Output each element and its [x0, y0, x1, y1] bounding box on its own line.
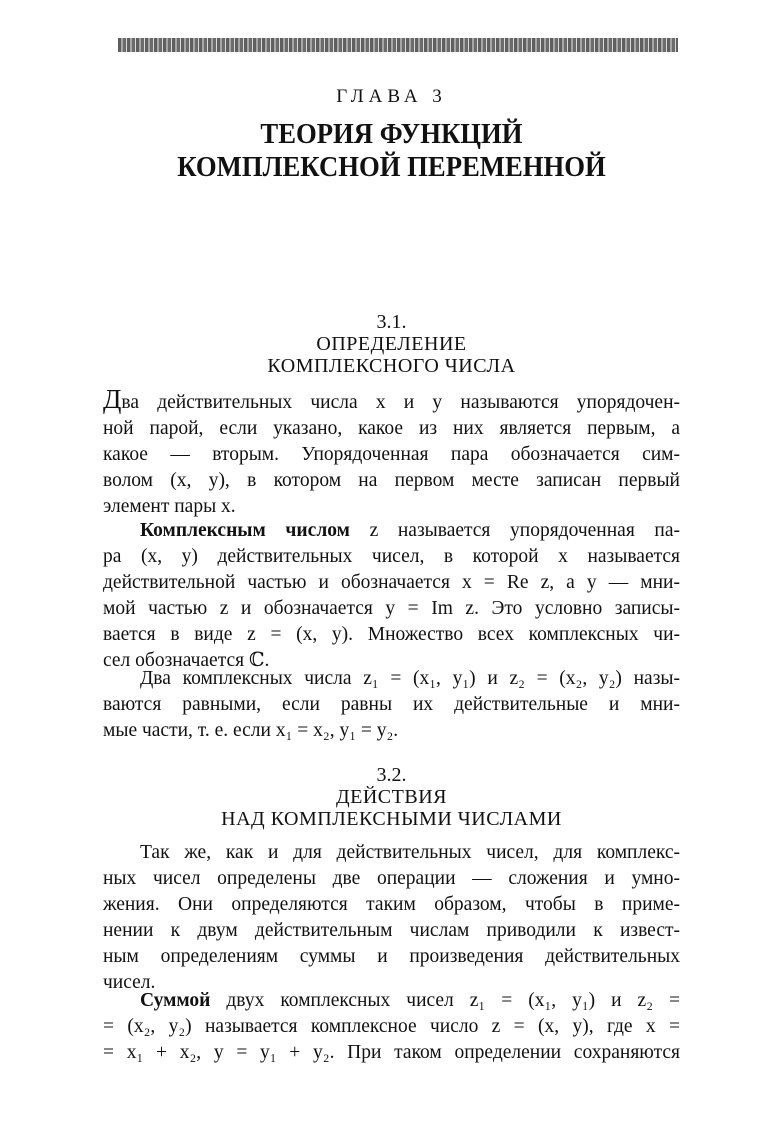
text-line: элемент пары x. — [103, 496, 236, 517]
text-line: z называется упорядоченная па- — [349, 520, 681, 541]
section-heading-3-1 — [0, 311, 783, 377]
term-sum: Суммой — [140, 990, 211, 1011]
text-line: мой частью z и обозначается y = Im z. Это условно записы- — [103, 598, 680, 619]
text-line: действительной частью и обозначается x = Re z, а y — мни- — [103, 572, 680, 593]
paragraph-complex-definition — [103, 518, 680, 674]
paragraph-operations — [103, 840, 680, 996]
paragraph-equality — [103, 666, 680, 744]
text-line: = x₁ + x₂, y = y₁ + y₂. При таком определении сохраняются — [103, 1042, 680, 1063]
section-title-line: ДЕЙСТВИЯ — [336, 786, 447, 808]
text-line: ра (x, y) действительных чисел, в которой x называется — [103, 546, 680, 567]
text-line: двух комплексных чисел z₁ = (x₁, y₁) и z₂ = — [210, 990, 680, 1011]
drop-cap: Д — [103, 384, 122, 414]
text-line: нении к двум действительным числам приводили к извест- — [103, 920, 680, 941]
text-line: вается в виде z = (x, y). Множество всех комплексных чи- — [103, 624, 680, 645]
text-line: сел обозначается ℂ. — [103, 650, 270, 671]
text-line: Так же, как и для действительных чисел, для комплекс- — [140, 842, 680, 863]
text-line: ным определениям суммы и произведения действительных — [103, 946, 680, 967]
text-line: ной парой, если указано, какое из них является первым, а — [103, 418, 680, 439]
term-complex-number: Комплексным числом — [140, 520, 350, 541]
section-title-line: НАД КОМПЛЕКСНЫМИ ЧИСЛАМИ — [221, 808, 562, 830]
chapter-label: ГЛАВА 3 — [336, 86, 447, 107]
scan-artifact-header — [118, 38, 678, 52]
chapter-title — [31, 118, 751, 184]
text-line: ных чисел определены две операции — сложения и умно- — [103, 868, 680, 889]
section-heading-3-2 — [0, 764, 783, 830]
text-line: = (x₂, y₂) называется комплексное число z = (x, y), где x = — [103, 1016, 680, 1037]
section-title-line: ОПРЕДЕЛЕНИЕ — [316, 333, 467, 355]
section-title-line: КОМПЛЕКСНОГО ЧИСЛА — [267, 355, 516, 377]
paragraph-sum — [103, 988, 680, 1066]
chapter-title-line: КОМПЛЕКСНОЙ ПЕРЕМЕННОЙ — [177, 151, 606, 183]
text-line: ва действительных числа x и y называются упорядочен- — [121, 392, 680, 413]
section-number: 3.1. — [376, 311, 407, 333]
text-line: волом (x, y), в котором на первом месте записан первый — [103, 470, 680, 491]
text-line: Два комплексных числа z₁ = (x₁, y₁) и z₂ = (x₂, y₂) назы- — [140, 668, 680, 689]
text-line: ваются равными, если равны их действительные и мни- — [103, 694, 680, 715]
text-line: какое — вторым. Упорядоченная пара обозначается сим- — [103, 444, 680, 465]
text-line: чисел. — [103, 972, 156, 993]
text-line: мые части, т. е. если x₁ = x₂, y₁ = y₂. — [103, 720, 399, 741]
text-line: жения. Они определяются таким образом, чтобы в приме- — [103, 894, 680, 915]
section-number: 3.2. — [376, 764, 407, 786]
paragraph-ordered-pair — [103, 384, 680, 520]
chapter-title-line: ТЕОРИЯ ФУНКЦИЙ — [260, 118, 523, 150]
